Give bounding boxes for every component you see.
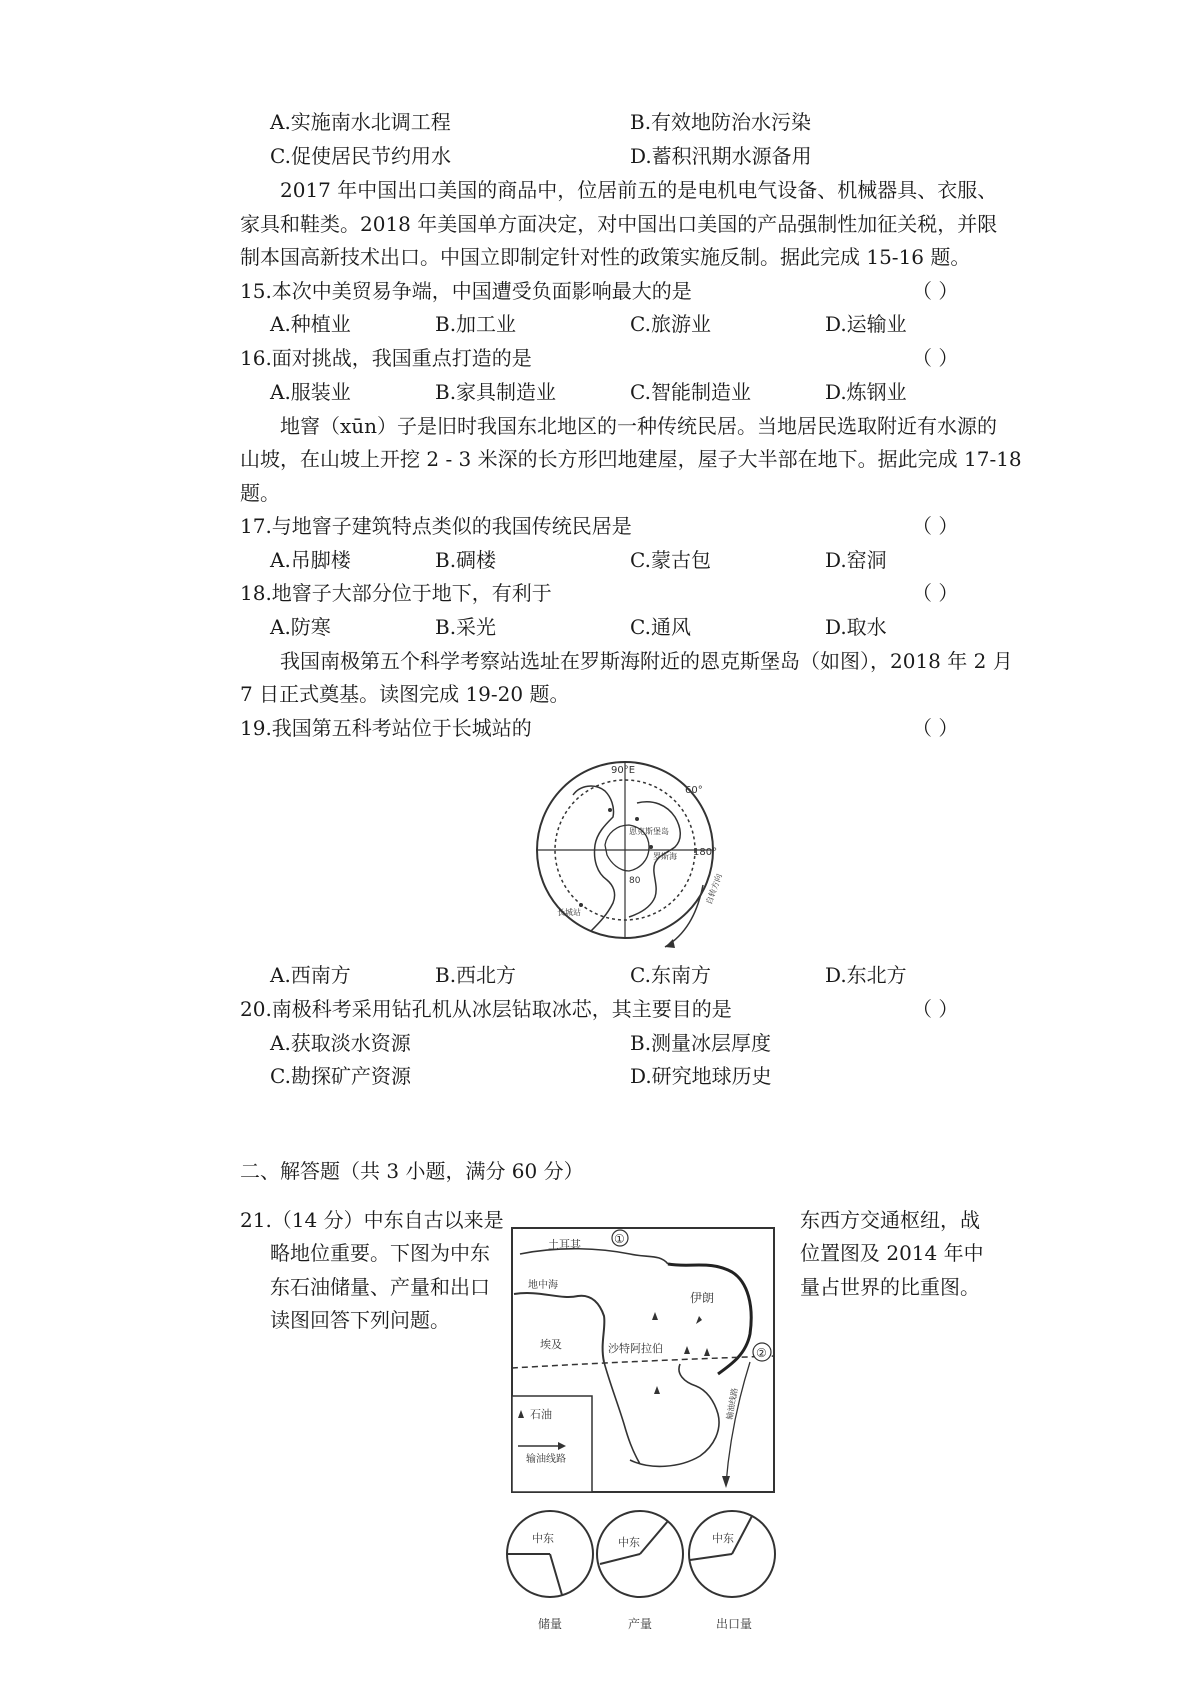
q19-option-c: C.东南方 <box>630 963 711 987</box>
label-changcheng: 长城站 <box>557 908 581 917</box>
pipeline-route <box>726 1362 750 1484</box>
pie-export-label: 中东 <box>712 1532 734 1545</box>
antarctica-polar-map <box>525 755 740 955</box>
label-saudi: 沙特阿拉伯 <box>608 1342 663 1355</box>
oil-symbol-2 <box>696 1316 702 1324</box>
label-rotation: 自转方向 <box>704 872 724 906</box>
q20-answer-paren: （ ） <box>912 997 959 1021</box>
intro-17-18-line3: 题。 <box>240 481 280 505</box>
legend-route: 输油线路 <box>526 1454 566 1465</box>
oil-symbol-5 <box>654 1386 660 1394</box>
label-luosi: 罗斯海 <box>653 852 677 861</box>
oil-symbol-1 <box>652 1312 658 1320</box>
q19-option-d: D.东北方 <box>825 963 907 987</box>
q16-option-b: B.家具制造业 <box>435 380 557 404</box>
q17-option-a: A.吊脚楼 <box>270 548 351 572</box>
middle-east-map <box>500 1224 782 1698</box>
legend-box <box>512 1396 592 1492</box>
marker-1: ① <box>614 1232 625 1246</box>
pipeline-arrowhead <box>722 1476 730 1488</box>
intro-15-16-line1: 2017 年中国出口美国的商品中，位居前五的是电机电气设备、机械器具、衣服、 <box>280 178 998 202</box>
q21-left-line3: 东石油储量、产量和出口 <box>270 1275 490 1299</box>
q17-answer-paren: （ ） <box>912 514 959 538</box>
enkesi-station-dot <box>649 845 653 849</box>
q18-option-d: D.取水 <box>825 615 887 639</box>
oil-symbol-4 <box>704 1348 710 1356</box>
q20-option-d: D.研究地球历史 <box>630 1064 772 1088</box>
legend-oil: 石油 <box>530 1408 552 1421</box>
q19-answer-paren: （ ） <box>912 716 959 740</box>
q14-option-c: C.促使居民节约用水 <box>270 144 451 168</box>
q14-option-b: B.有效地防治水污染 <box>630 110 812 134</box>
label-180: 180° <box>693 847 718 858</box>
q17-stem: 17.与地窨子建筑特点类似的我国传统民居是 <box>240 514 632 538</box>
pie-reserve-label: 中东 <box>532 1532 554 1545</box>
q15-answer-paren: （ ） <box>912 279 959 303</box>
iran-border <box>668 1264 751 1374</box>
changcheng-station-dot <box>579 903 583 907</box>
label-80: 80 <box>629 876 641 886</box>
q19-option-b: B.西北方 <box>435 963 517 987</box>
q17-option-c: C.蒙古包 <box>630 548 711 572</box>
station-dot-1 <box>608 808 612 812</box>
intro-17-18-line1: 地窨（xūn）子是旧时我国东北地区的一种传统民居。当地居民选取附近有水源的 <box>280 414 998 438</box>
q15-option-d: D.运输业 <box>825 312 907 336</box>
label-egypt: 埃及 <box>540 1338 562 1351</box>
intro-19-20-line2: 7 日正式奠基。读图完成 19-20 题。 <box>240 682 570 706</box>
q17-option-b: B.碉楼 <box>435 548 497 572</box>
label-pipeline: 输油线路 <box>725 1387 740 1421</box>
q20-option-a: A.获取淡水资源 <box>270 1031 411 1055</box>
q16-option-a: A.服装业 <box>270 380 351 404</box>
q18-option-c: C.通风 <box>630 615 691 639</box>
q18-option-b: B.采光 <box>435 615 497 639</box>
label-60: 60° <box>685 785 703 796</box>
q21-left-line1: 21.（14 分）中东自古以来是 <box>240 1208 504 1232</box>
q16-option-c: C.智能制造业 <box>630 380 751 404</box>
q16-answer-paren: （ ） <box>912 346 959 370</box>
q16-stem: 16.面对挑战，我国重点打造的是 <box>240 346 532 370</box>
marker-2: ② <box>756 1346 767 1360</box>
label-enkesi: 恩克斯堡岛 <box>629 827 669 836</box>
pie-output-label: 中东 <box>618 1536 640 1549</box>
pie-output-caption: 产量 <box>628 1617 653 1631</box>
label-turkey: 土耳其 <box>548 1238 581 1251</box>
q15-stem: 15.本次中美贸易争端，中国遭受负面影响最大的是 <box>240 279 692 303</box>
gulf-coast <box>630 1364 719 1466</box>
oil-symbol-3 <box>684 1346 690 1354</box>
q17-option-d: D.窑洞 <box>825 548 887 572</box>
q21-left-line2: 略地位重要。下图为中东 <box>270 1241 490 1265</box>
q14-option-a: A.实施南水北调工程 <box>270 110 451 134</box>
label-90e: 90°E <box>611 765 636 776</box>
q20-option-c: C.勘探矿产资源 <box>270 1064 411 1088</box>
q20-stem: 20.南极科考采用钻孔机从冰层钻取冰芯，其主要目的是 <box>240 997 732 1021</box>
q19-option-a: A.西南方 <box>270 963 351 987</box>
q21-right-line3: 量占世界的比重图。 <box>800 1275 980 1299</box>
pie-reserve-caption: 储量 <box>538 1617 563 1631</box>
section2-heading: 二、解答题（共 3 小题，满分 60 分） <box>240 1159 584 1183</box>
turkey-outline <box>520 1249 668 1264</box>
intro-15-16-line3: 制本国高新技术出口。中国立即制定针对性的政策实施反制。据此完成 15-16 题。 <box>240 245 971 269</box>
intro-15-16-line2: 家具和鞋类。2018 年美国单方面决定，对中国出口美国的产品强制性加征关税，并限 <box>240 212 998 236</box>
intro-17-18-line2: 山坡，在山坡上开挖 2 - 3 米深的长方形凹地建屋，屋子大半部在地下。据此完成 17-18 <box>240 447 1022 471</box>
q21-left-line4: 读图回答下列问题。 <box>270 1308 450 1332</box>
coastline-med <box>514 1293 604 1362</box>
q19-stem: 19.我国第五科考站位于长城站的 <box>240 716 532 740</box>
label-med: 地中海 <box>528 1280 558 1291</box>
q18-stem: 18.地窨子大部分位于地下，有利于 <box>240 581 552 605</box>
q18-answer-paren: （ ） <box>912 581 959 605</box>
station-dot-2 <box>635 817 639 821</box>
q18-option-a: A.防寒 <box>270 615 331 639</box>
q20-option-b: B.测量冰层厚度 <box>630 1031 772 1055</box>
q15-option-c: C.旅游业 <box>630 312 711 336</box>
q15-option-b: B.加工业 <box>435 312 517 336</box>
pie-export-caption: 出口量 <box>716 1617 753 1631</box>
q14-option-d: D.蓄积汛期水源备用 <box>630 144 812 168</box>
q15-option-a: A.种植业 <box>270 312 351 336</box>
q21-right-line2: 位置图及 2014 年中 <box>800 1241 984 1265</box>
q21-right-line1: 东西方交通枢纽，战 <box>800 1208 980 1232</box>
q16-option-d: D.炼钢业 <box>825 380 907 404</box>
label-iran: 伊朗 <box>690 1291 715 1305</box>
red-sea-coast <box>604 1362 640 1464</box>
intro-19-20-line1: 我国南极第五个科学考察站选址在罗斯海附近的恩克斯堡岛（如图），2018 年 2 月 <box>280 649 1013 673</box>
